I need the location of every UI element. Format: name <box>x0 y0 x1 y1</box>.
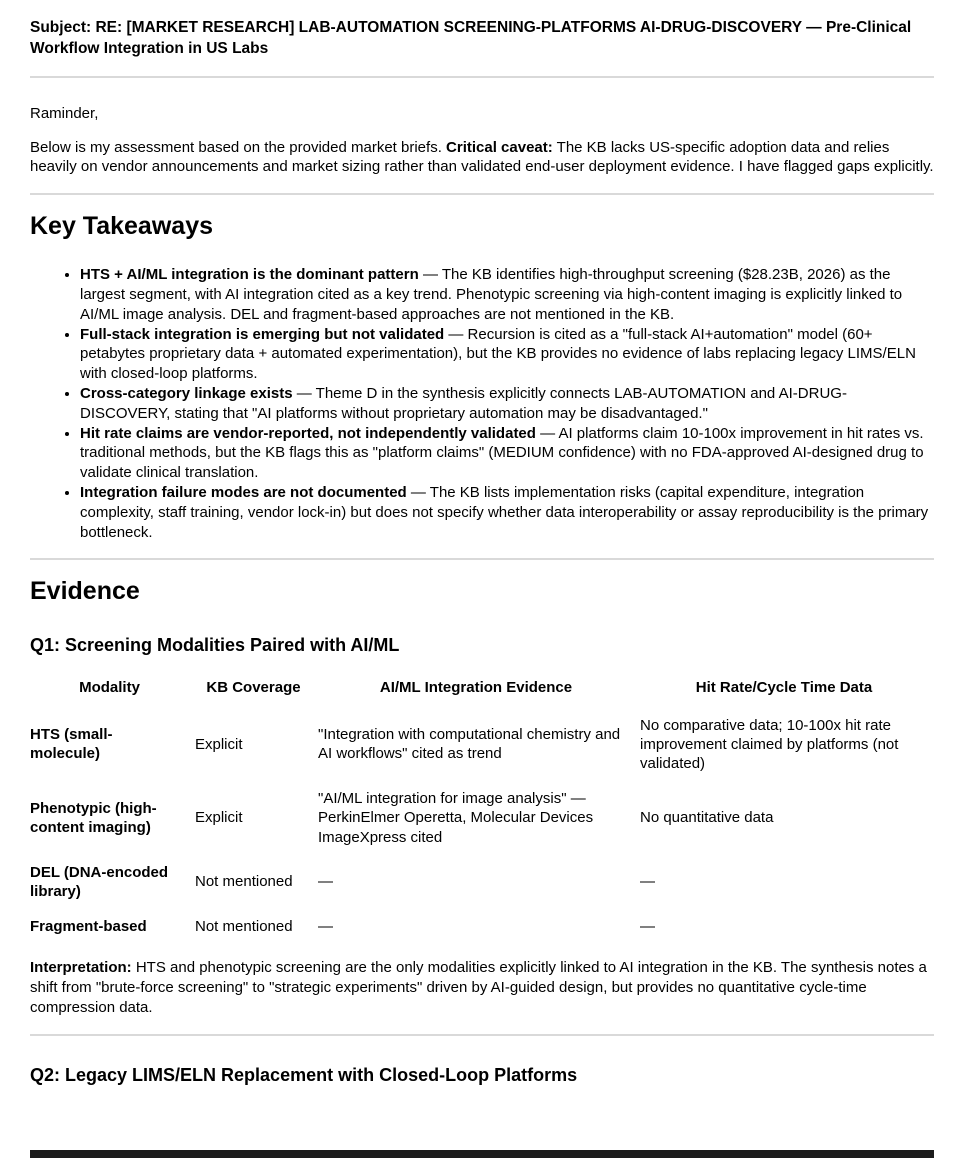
section-divider <box>30 558 934 560</box>
column-header-evidence: AI/ML Integration Evidence <box>379 678 573 696</box>
table-row <box>30 781 934 855</box>
interpretation-paragraph <box>30 958 934 1017</box>
interpretation-text: HTS and phenotypic screening are the only modalities explicitly linked to AI integration in the KB. The synthesis notes a shift from "brute-force screening" to "strategic experiments" driven by AI-guided design, but provides no quantitative cycle-time compression data. <box>30 959 927 1016</box>
table-header-row <box>30 675 934 708</box>
cell-hit-rate: No quantitative data <box>640 809 774 827</box>
column-header-hit-rate: Hit Rate/Cycle Time Data <box>695 678 873 696</box>
cell-kb-coverage: Explicit <box>195 735 243 753</box>
interpretation-label: Interpretation: <box>30 959 132 977</box>
cell-hit-rate: — <box>640 918 655 936</box>
cell-evidence: — <box>318 918 333 936</box>
cell-kb-coverage: Not mentioned <box>195 873 293 891</box>
cell-evidence: — <box>318 873 333 891</box>
section-divider <box>30 76 934 78</box>
table-row <box>30 909 934 944</box>
q1-evidence-table <box>30 675 934 944</box>
q2-heading: Q2: Legacy LIMS/ELN Replacement with Closed-Loop Platforms <box>30 1064 578 1085</box>
column-header-modality: Modality <box>79 678 140 696</box>
column-header-kb-coverage: KB Coverage <box>206 678 301 696</box>
takeaway-text: — Theme D in the synthesis explicitly connects LAB-AUTOMATION and AI-DRUG-DISCOVERY, stating that "AI platforms without proprietary automation may be disadvantaged." <box>80 385 847 422</box>
cell-modality: Fragment-based <box>30 918 147 936</box>
cell-hit-rate: No comparative data; 10-100x hit rate improvement claimed by platforms (not validated) <box>640 716 899 773</box>
cell-evidence: "AI/ML integration for image analysis" — PerkinElmer Operetta, Molecular Devices ImageXpress cited <box>318 790 594 846</box>
greeting: Raminder, <box>30 104 99 122</box>
cell-kb-coverage: Not mentioned <box>195 918 293 936</box>
cutoff-dark-element <box>30 1150 934 1158</box>
takeaway-bold: Hit rate claims are vendor-reported, not independently validated <box>80 424 536 442</box>
cell-evidence: "Integration with computational chemistry and AI workflows" cited as trend <box>318 726 621 763</box>
section-divider <box>30 193 934 195</box>
takeaway-bold: Full-stack integration is emerging but not validated <box>80 325 445 343</box>
q1-heading: Q1: Screening Modalities Paired with AI/ML <box>30 635 400 656</box>
table-row <box>30 708 934 782</box>
cell-hit-rate: — <box>640 873 655 891</box>
subject-line: Subject: RE: [MARKET RESEARCH] LAB-AUTOMATION SCREENING-PLATFORMS AI-DRUG-DISCOVERY — Pre-Clinical Workflow Integration in US Labs <box>30 19 912 57</box>
intro-lead-rest: The KB lacks US-specific adoption data and relies heavily on vendor announcements and market sizing rather than validated end-user deployment evidence. I have flagged gaps explicitly. <box>30 138 934 176</box>
takeaway-bold: HTS + AI/ML integration is the dominant pattern <box>80 266 419 284</box>
takeaways-list <box>30 265 934 542</box>
takeaway-bold: Cross-category linkage exists <box>80 385 293 403</box>
section-divider <box>30 1034 934 1036</box>
cell-modality: Phenotypic (high-content imaging) <box>30 799 157 836</box>
table-row <box>30 855 934 909</box>
evidence-heading: Evidence <box>30 577 140 606</box>
takeaway-bold: Integration failure modes are not documented <box>80 484 407 501</box>
takeaway-text: — AI platforms claim 10-100x improvement in hit rates vs. traditional methods, but the KB flags this as "platform claims" (MEDIUM confidence) with no FDA-approved AI-designed drug to validate clinical translation. <box>80 424 924 482</box>
takeaway-item <box>80 483 934 542</box>
cell-modality: DEL (DNA-encoded library) <box>30 863 169 900</box>
takeaway-text: — The KB lists implementation risks (capital expenditure, integration complexity, staff training, vendor lock-in) but does not specify whether data interoperability or assay reproducibility is the primary bottleneck. <box>80 484 929 541</box>
takeaway-item <box>80 325 934 384</box>
takeaway-text: — Recursion is cited as a "full-stack AI+automation" model (60+ petabytes proprietary data + automated experimentation), but the KB provides no evidence of labs replacing legacy LIMS/ELN with closed-loop platforms. <box>80 325 916 383</box>
cell-modality: HTS (small-molecule) <box>30 726 113 763</box>
cell-kb-coverage: Explicit <box>195 809 243 827</box>
takeaway-item <box>80 265 934 324</box>
key-takeaways-heading: Key Takeaways <box>30 212 213 241</box>
takeaway-item <box>80 384 934 424</box>
caveat-label: Critical caveat: <box>446 138 553 156</box>
takeaway-text: — The KB identifies high-throughput screening ($28.23B, 2026) as the largest segment, with AI integration cited as a key trend. Phenotypic screening via high-content imaging is explicitly linked to AI/ML image analysis. DEL and fragment-based approaches are not mentioned in the KB. <box>80 266 903 323</box>
intro-lead: Below is my assessment based on the provided market briefs. <box>30 138 447 156</box>
takeaway-item <box>80 424 934 483</box>
intro-paragraph <box>30 138 934 178</box>
